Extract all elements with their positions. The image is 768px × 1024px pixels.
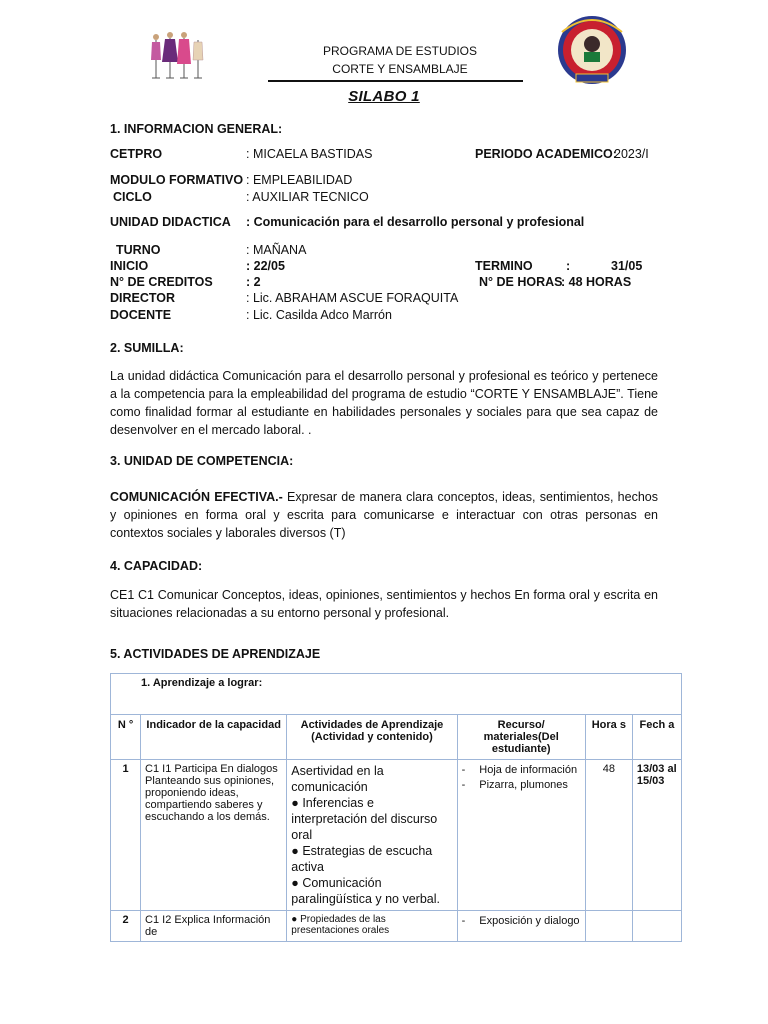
unidad-value: : Comunicación para el desarrollo personal y profesional bbox=[246, 215, 585, 229]
row-n: 2 bbox=[111, 911, 141, 942]
director-label: DIRECTOR bbox=[110, 291, 176, 305]
col-header-horas: Hora s bbox=[585, 715, 632, 760]
inicio-label: INICIO bbox=[110, 259, 149, 273]
periodo-label: PERIODO ACADEMICO: bbox=[475, 147, 617, 161]
resource-item: - Hoja de información bbox=[461, 764, 578, 776]
periodo-value: 2023/I bbox=[614, 147, 649, 161]
col-header-recursos: Recurso/ materiales(Del estudiante) bbox=[457, 715, 585, 760]
program-subtitle: CORTE Y ENSAMBLAJE bbox=[332, 62, 468, 76]
turno-label: TURNO bbox=[116, 243, 161, 257]
silabo-title: SILABO 1 bbox=[348, 88, 420, 105]
col-header-actividades: Actividades de Aprendizaje (Actividad y contenido) bbox=[287, 715, 457, 760]
activity-item: ● Comunicación paralingüística y no verbal. bbox=[291, 876, 440, 906]
col-header-n: N ° bbox=[111, 715, 141, 760]
row-recursos bbox=[457, 911, 585, 942]
ciclo-value: : AUXILIAR TECNICO bbox=[246, 190, 369, 204]
row-indicador: C1 I1 Participa En dialogos Planteando sus opiniones, proponiendo ideas, compartiendo saberes y escuchando a los demás. bbox=[141, 760, 287, 911]
resource-item: - Exposición y dialogo bbox=[461, 915, 580, 927]
creditos-value: : 2 bbox=[246, 275, 261, 289]
capacidad-text: CE1 C1 Comunicar Conceptos, ideas, opiniones, sentimientos y hechos En forma oral y escrita en situaciones relacionadas a su entorno personal y profesional. bbox=[110, 588, 658, 620]
header-rule bbox=[268, 80, 523, 82]
unidad-label: UNIDAD DIDACTICA bbox=[110, 215, 231, 229]
creditos-label: N° DE CREDITOS bbox=[110, 275, 213, 289]
col-header-fecha: Fech a bbox=[632, 715, 681, 760]
section1-heading: 1. INFORMACION GENERAL: bbox=[110, 122, 283, 136]
table-caption-row bbox=[111, 674, 682, 715]
activity-item: ● Estrategias de escucha activa bbox=[291, 844, 433, 874]
modulo-value: : EMPLEABILIDAD bbox=[246, 173, 353, 187]
cetpro-value: : MICAELA BASTIDAS bbox=[246, 147, 373, 161]
resource-item: - Pizarra, plumones bbox=[461, 779, 568, 791]
horas-label: N° DE HORAS bbox=[479, 275, 563, 289]
table-row bbox=[111, 760, 682, 911]
col-header-indicador: Indicador de la capacidad bbox=[141, 715, 287, 760]
activity-item: Asertividad en la comunicación bbox=[291, 764, 384, 794]
section2-heading: 2. SUMILLA: bbox=[110, 341, 184, 355]
activity-item: ● Propiedades de las presentaciones orales bbox=[291, 914, 390, 936]
mannequins-logo-icon bbox=[148, 30, 206, 80]
section5-heading: 5. ACTIVIDADES DE APRENDIZAJE bbox=[110, 647, 321, 661]
row-indicador: C1 I2 Explica Información de bbox=[141, 911, 287, 942]
inicio-value: : 22/05 bbox=[246, 259, 285, 273]
activity-item: ● Inferencias e interpretación del discurso oral bbox=[291, 796, 438, 842]
row-actividades bbox=[287, 911, 457, 942]
row-fecha bbox=[632, 911, 681, 942]
row-actividades bbox=[287, 760, 457, 911]
table-caption: 1. Aprendizaje a lograr: bbox=[111, 674, 682, 715]
institution-seal-icon bbox=[556, 12, 628, 88]
docente-value: : Lic. Casilda Adco Marrón bbox=[246, 308, 392, 322]
termino-colon: : bbox=[566, 259, 571, 273]
sumilla-text: La unidad didáctica Comunicación para el desarrollo personal y profesional es teórico y pertenece a la competencia para la empleabilidad del programa de estudio “CORTE Y ENSAMBLAJE”. Tiene como finalidad formar al estudiante en habilidades personales y sociales para que sea capaz de desenvolver en el mercado laboral. . bbox=[110, 369, 658, 437]
row-recursos bbox=[457, 760, 585, 911]
section3-heading: 3. UNIDAD DE COMPETENCIA: bbox=[110, 454, 294, 468]
modulo-label: MODULO FORMATIVO bbox=[110, 173, 244, 187]
turno-value: : MAÑANA bbox=[246, 243, 307, 257]
table-row bbox=[111, 911, 682, 942]
competencia-lead: COMUNICACIÓN EFECTIVA.- bbox=[110, 490, 283, 504]
docente-label: DOCENTE bbox=[110, 308, 172, 322]
ciclo-label: CICLO bbox=[113, 190, 152, 204]
row-horas: 48 bbox=[585, 760, 632, 911]
horas-value: : 48 HORAS bbox=[561, 275, 632, 289]
competencia-paragraph bbox=[110, 488, 658, 542]
termino-value: 31/05 bbox=[611, 259, 643, 273]
row-fecha: 13/03 al 15/03 bbox=[632, 760, 681, 911]
row-horas bbox=[585, 911, 632, 942]
section4-heading: 4. CAPACIDAD: bbox=[110, 559, 203, 573]
table-header-row bbox=[111, 715, 682, 760]
director-value: : Lic. ABRAHAM ASCUE FORAQUITA bbox=[246, 291, 459, 305]
termino-label: TERMINO bbox=[475, 259, 533, 273]
cetpro-label: CETPRO bbox=[110, 147, 163, 161]
program-title: PROGRAMA DE ESTUDIOS bbox=[322, 44, 478, 58]
activities-table bbox=[110, 673, 682, 942]
competencia-text: Expresar de manera clara conceptos, ideas, sentimientos, hechos y opiniones en forma oral y escrita para comunicarse e interactuar con otras personas en contextos sociales y laborales diversos (T) bbox=[110, 490, 658, 540]
row-n: 1 bbox=[111, 760, 141, 911]
